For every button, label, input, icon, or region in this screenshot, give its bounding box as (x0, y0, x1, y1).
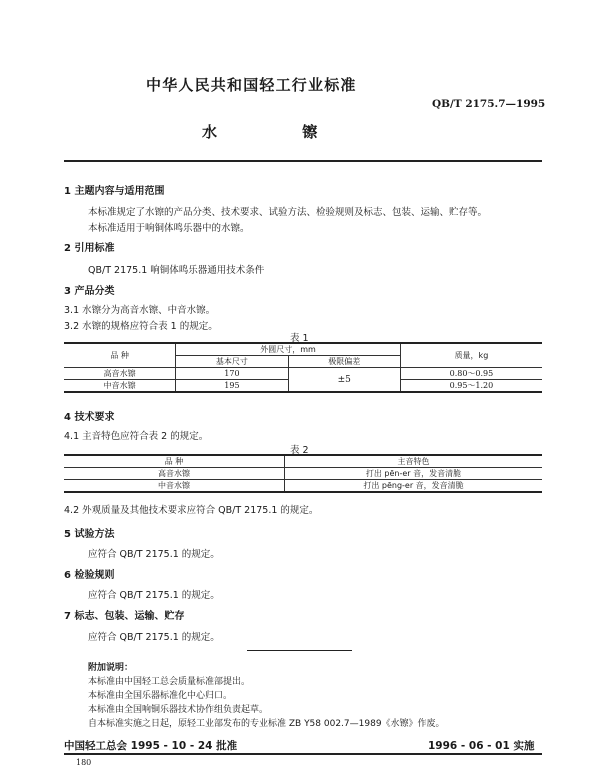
section-7-para-1: 应符合 QB/T 2175.1 的规定。 (88, 632, 220, 643)
section-1-heading: 1 主题内容与适用范围 (64, 186, 165, 197)
issuing-organization: 中华人民共和国轻工行业标准 (146, 76, 357, 94)
table-row (64, 468, 542, 480)
table-row (64, 480, 542, 493)
notes-line-4: 自本标准实施之日起，原轻工业部发布的专业标准 ZB Y58 002.7—1989《水镲》作废。 (88, 719, 445, 729)
notes-line-3: 本标准由全国响铜乐器技术协作组负责起草。 (88, 705, 269, 715)
section-5-heading: 5 试验方法 (64, 529, 115, 540)
t1-row-1-basic: 170 (176, 368, 288, 380)
t2-row-1-name: 高音水镲 (64, 468, 285, 480)
t1-row-2-mass: 0.95～1.20 (400, 380, 542, 393)
section-2-heading: 2 引用标准 (64, 243, 115, 254)
section-6-para-1: 应符合 QB/T 2175.1 的规定。 (88, 590, 220, 601)
t1-row-2-name: 中音水镲 (64, 380, 176, 393)
t1-row-1-name: 高音水镲 (64, 368, 176, 380)
approval-date: 中国轻工总会 1995 - 10 - 24 批准 (64, 740, 238, 752)
t2-row-2-feature: 打出 pēng-er 音，发音清脆 (285, 480, 543, 493)
t2-row-1-feature: 打出 pēn-er 音，发音清脆 (285, 468, 543, 480)
section-5-para-1: 应符合 QB/T 2175.1 的规定。 (88, 549, 220, 560)
footer-rule (64, 753, 542, 755)
t1-header-deviation: 极限偏差 (288, 356, 400, 368)
t1-row-1-mass: 0.80～0.95 (400, 368, 542, 380)
t1-header-mass: 质量，kg (400, 343, 542, 368)
standard-code: QB/T 2175.7—1995 (432, 98, 546, 110)
t2-header-product: 品 种 (64, 455, 285, 468)
notes-line-2: 本标准由全国乐器标准化中心归口。 (88, 691, 233, 701)
section-4-heading: 4 技术要求 (64, 412, 115, 423)
document-title: 水 镲 (202, 123, 358, 141)
section-3-heading: 3 产品分类 (64, 286, 115, 297)
section-1-para-2: 本标准适用于响铜体鸣乐器中的水镲。 (88, 223, 250, 234)
header-rule (64, 160, 542, 162)
table-row (64, 368, 542, 380)
section-7-heading: 7 标志、包装、运输、贮存 (64, 611, 185, 622)
section-2-para-1: QB/T 2175.1 响铜体鸣乐器通用技术条件 (88, 265, 265, 276)
section-6-heading: 6 检验规则 (64, 570, 115, 581)
t1-header-product: 品 种 (64, 343, 176, 368)
section-3-2: 3.2 水镲的规格应符合表 1 的规定。 (64, 321, 218, 332)
table-1-caption: 表 1 (290, 333, 309, 344)
table-2-caption: 表 2 (290, 445, 309, 456)
table-2 (64, 454, 542, 493)
section-3-1: 3.1 水镲分为高音水镲、中音水镲。 (64, 305, 216, 316)
notes-heading: 附加说明： (88, 663, 134, 673)
effective-date: 1996 - 06 - 01 实施 (428, 740, 535, 752)
t1-deviation: ±5 (288, 368, 400, 393)
section-4-2: 4.2 外观质量及其他技术要求应符合 QB/T 2175.1 的规定。 (64, 505, 319, 516)
table-1 (64, 342, 542, 393)
end-rule (247, 650, 352, 651)
t1-header-size: 外圆尺寸，mm (176, 343, 401, 356)
section-4-1: 4.1 主音特色应符合表 2 的规定。 (64, 431, 209, 442)
section-1-para-1: 本标准规定了水镲的产品分类、技术要求、试验方法、检验规则及标志、包装、运输、贮存等。 (88, 207, 488, 218)
t2-row-2-name: 中音水镲 (64, 480, 285, 493)
t1-row-2-basic: 195 (176, 380, 288, 393)
t2-header-feature: 主音特色 (285, 455, 543, 468)
page-number: 180 (76, 758, 92, 767)
t1-header-basic: 基本尺寸 (176, 356, 288, 368)
notes-line-1: 本标准由中国轻工总会质量标准部提出。 (88, 677, 251, 687)
